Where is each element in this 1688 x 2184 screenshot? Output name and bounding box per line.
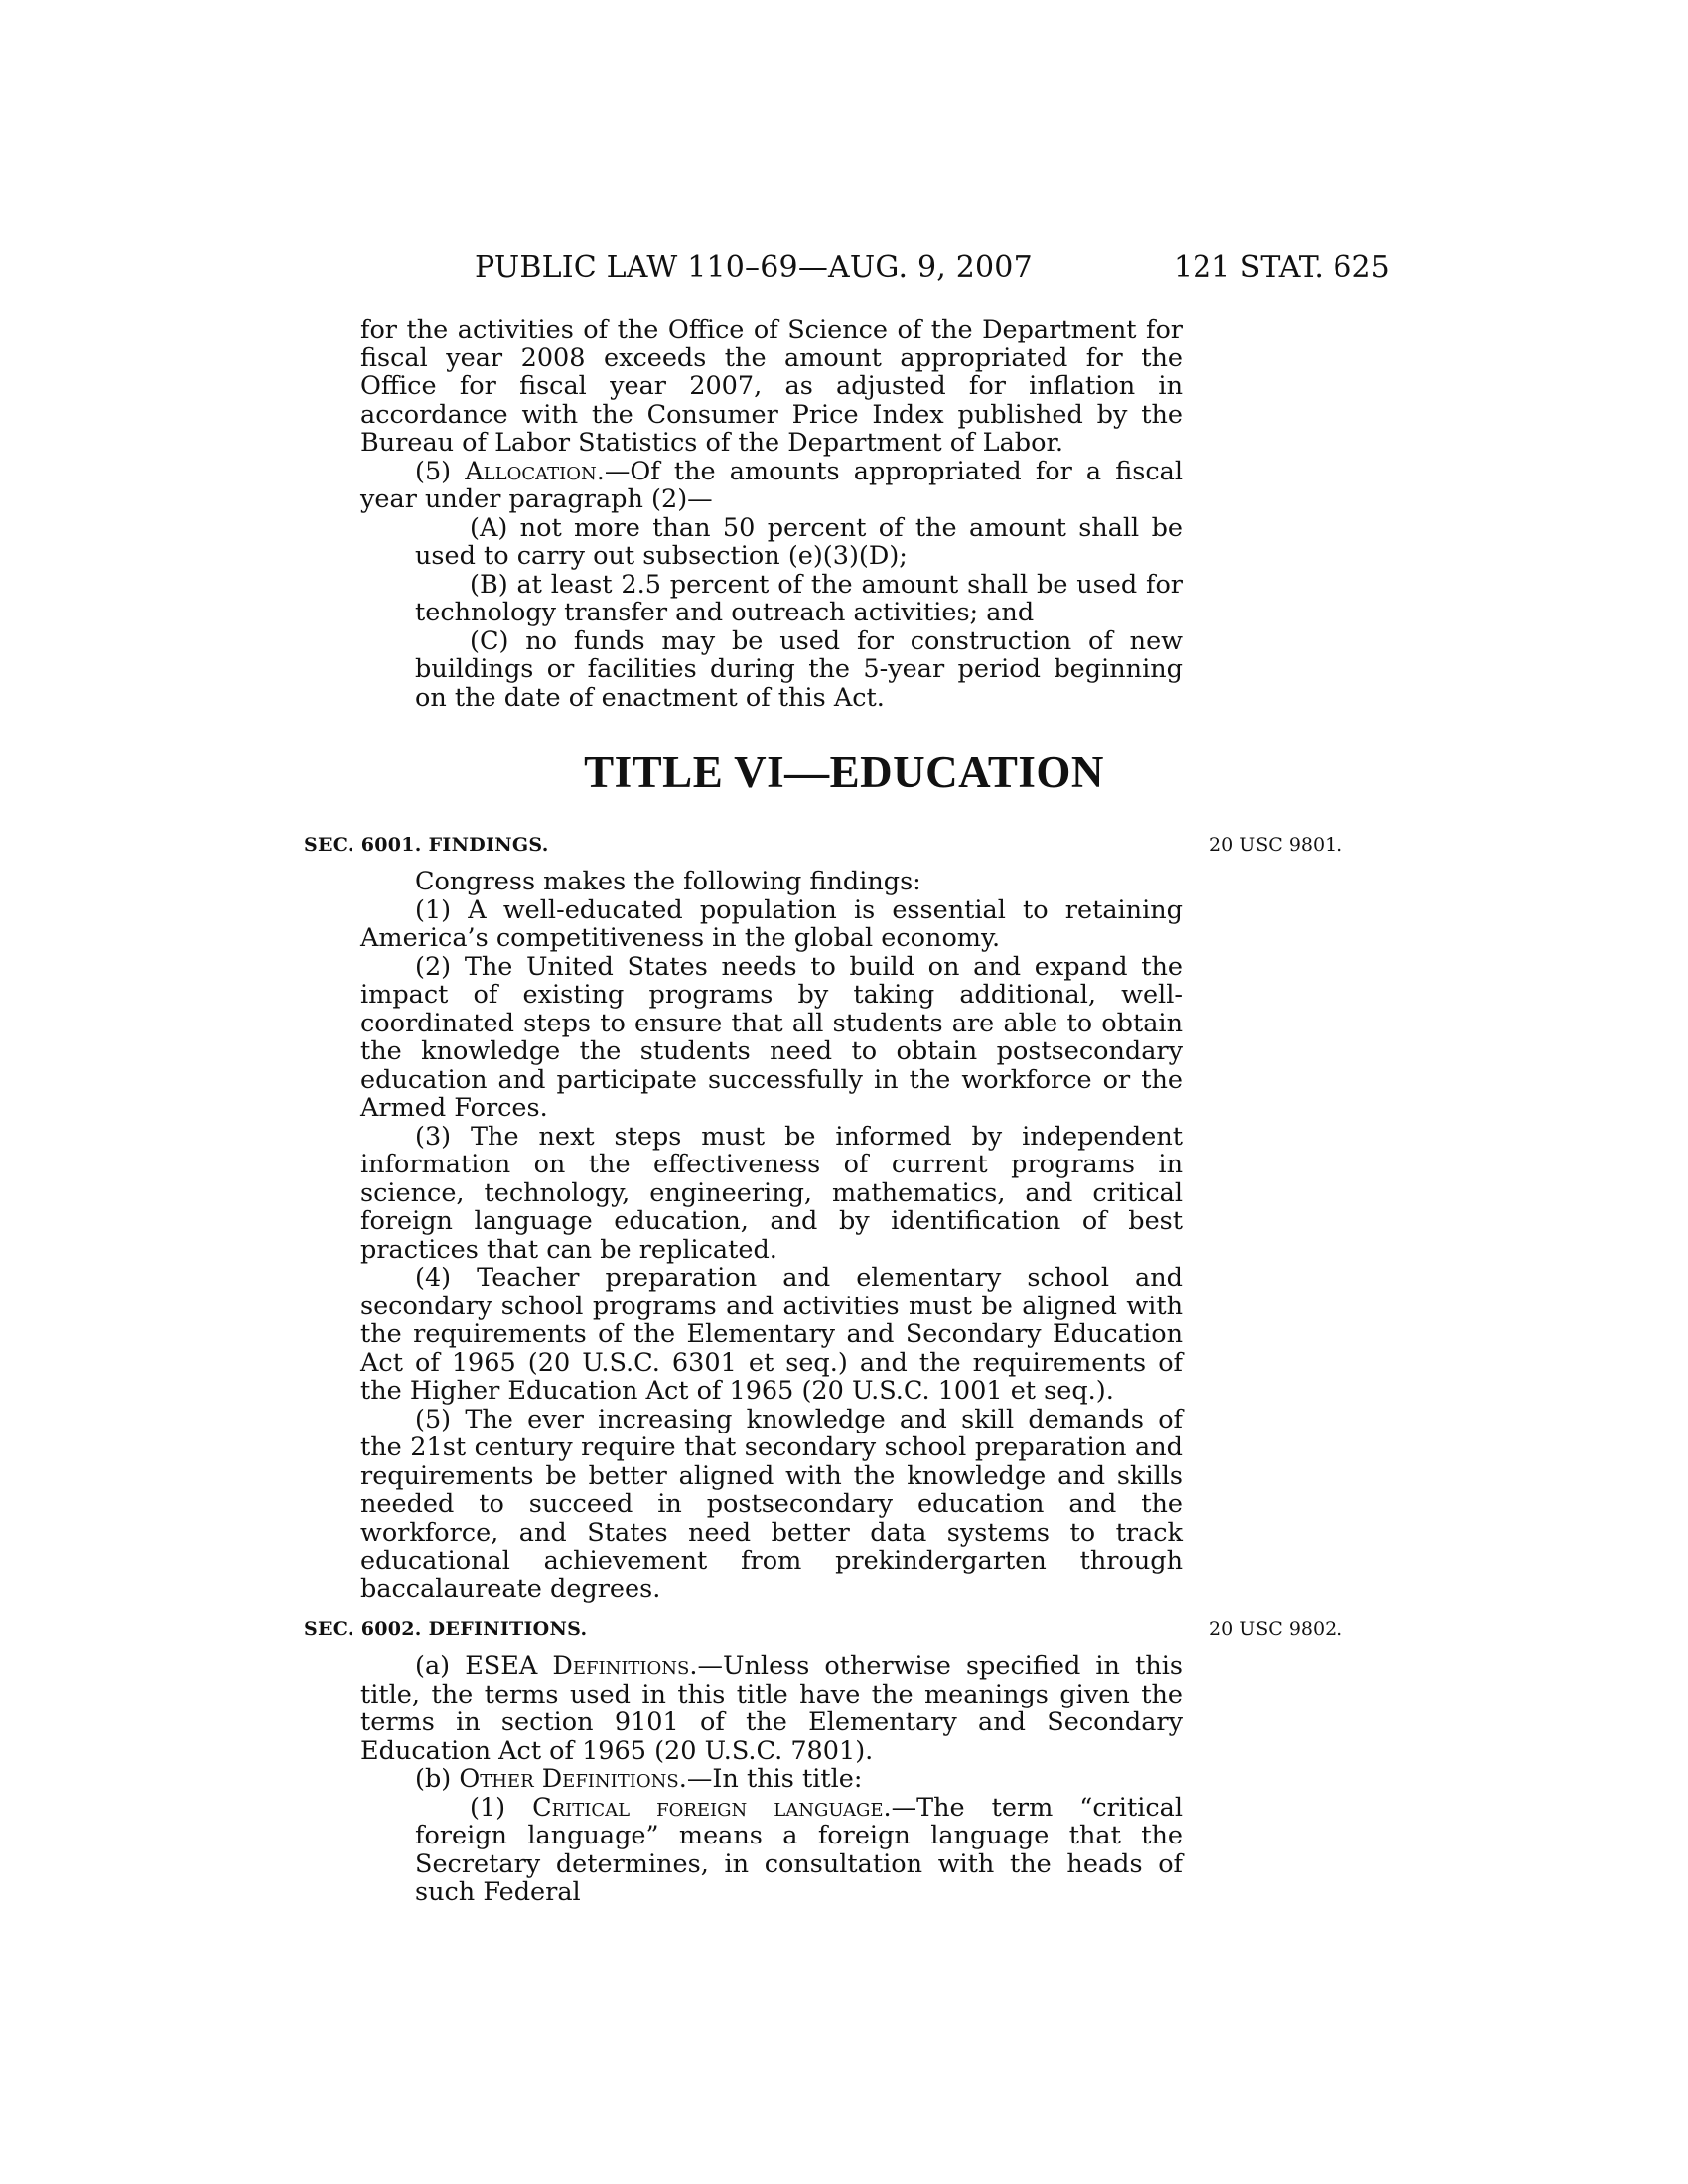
paragraph-allocation (360, 458, 1183, 514)
finding-2: (2) The United States needs to build on and expand the impact of existing programs by taking additional, well-coordinated steps to ensure that all students are able to obtain the knowledge the students need to obtain postsecondary education and participate successfully in the workforce or the Armed Forces. (360, 951, 1183, 1123)
paragraph-term: Allocation (465, 456, 597, 486)
subparagraph-b: (B) at least 2.5 percent of the amount shall be used for technology transfer and outreach activities; and (415, 569, 1183, 627)
paragraph-label: (a) (415, 1651, 466, 1681)
section-6001-body (360, 868, 1183, 1603)
title-heading: TITLE VI—EDUCATION (584, 748, 1104, 797)
paragraph-term: ESEA Definitions (465, 1651, 690, 1681)
top-block (360, 316, 1183, 712)
definitions-b (360, 1765, 1183, 1794)
paragraph-term: Other Definitions (459, 1764, 679, 1794)
paragraph-text: .—The term “critical foreign language” means a foreign language that the Secretary determines, in consultation with the heads of such Federal (415, 1792, 1183, 1907)
definitions-a (360, 1652, 1183, 1765)
paragraph-label: (b) (415, 1764, 460, 1794)
finding-5: (5) The ever increasing knowledge and skill demands of the 21st century require that secondary school preparation and requirements be better aligned with the knowledge and skills needed to succeed in postsecondary education and the workforce, and States need better data systems to track educational achievement from prekindergarten through baccalaureate degrees. (360, 1404, 1183, 1604)
subparagraph-c: (C) no funds may be used for construction of new buildings or facilities during the 5-year period beginning on the date of enactment of this Act. (415, 625, 1183, 713)
section-6002-body (360, 1652, 1183, 1907)
finding-1: (1) A well-educated population is essential to retaining America’s competitiveness in the global economy. (360, 894, 1183, 953)
section-6001-margin-note: 20 USC 9801. (1209, 834, 1343, 856)
paragraph-text: .—In this title: (678, 1764, 863, 1794)
paragraph-label: (1) (470, 1792, 533, 1823)
page-header-title: PUBLIC LAW 110–69—AUG. 9, 2007 (475, 250, 1033, 285)
paragraph-text: .—Of the amounts appropriated for a fiscal year under paragraph (2)— (360, 456, 1183, 514)
paragraph-text: .—Unless otherwise specified in this title, the terms used in this title have the meanings given the terms in section 9101 of the Elementary and Secondary Education Act of 1965 (20 U.S.C. 7801). (360, 1651, 1183, 1766)
section-6001-heading: SEC. 6001. FINDINGS. (304, 834, 549, 856)
paragraph-continuation: for the activities of the Office of Science of the Department for fiscal year 2008 exceeds the amount appropriated for the Office for fiscal year 2007, as adjusted for inflation in accordance with the Consumer Price Index published by the Bureau of Labor Statistics of the Department of Labor. (360, 315, 1183, 458)
section-6002-margin-note: 20 USC 9802. (1209, 1618, 1343, 1640)
finding-4: (4) Teacher preparation and elementary school and secondary school programs and activities must be aligned with the requirements of the Elementary and Secondary Education Act of 1965 (20 U.S.C. 6301 et seq.) and the requirements of the Higher Education Act of 1965 (20 U.S.C. 1001 et seq.). (360, 1263, 1183, 1406)
paragraph-term: Critical foreign language (532, 1792, 884, 1823)
finding-3: (3) The next steps must be informed by independent information on the effectiveness of current programs in science, technology, engineering, mathematics, and critical foreign language education, and by identification of best practices that can be replicated. (360, 1121, 1183, 1265)
section-6002-heading: SEC. 6002. DEFINITIONS. (304, 1618, 588, 1640)
findings-intro: Congress makes the following findings: (415, 867, 921, 896)
subparagraph-a: (A) not more than 50 percent of the amount shall be used to carry out subsection (e)(3)(D); (415, 512, 1183, 571)
paragraph-label: (5) (415, 456, 466, 486)
definition-1 (360, 1794, 1183, 1907)
page-header-stat: 121 STAT. 625 (1174, 250, 1390, 285)
